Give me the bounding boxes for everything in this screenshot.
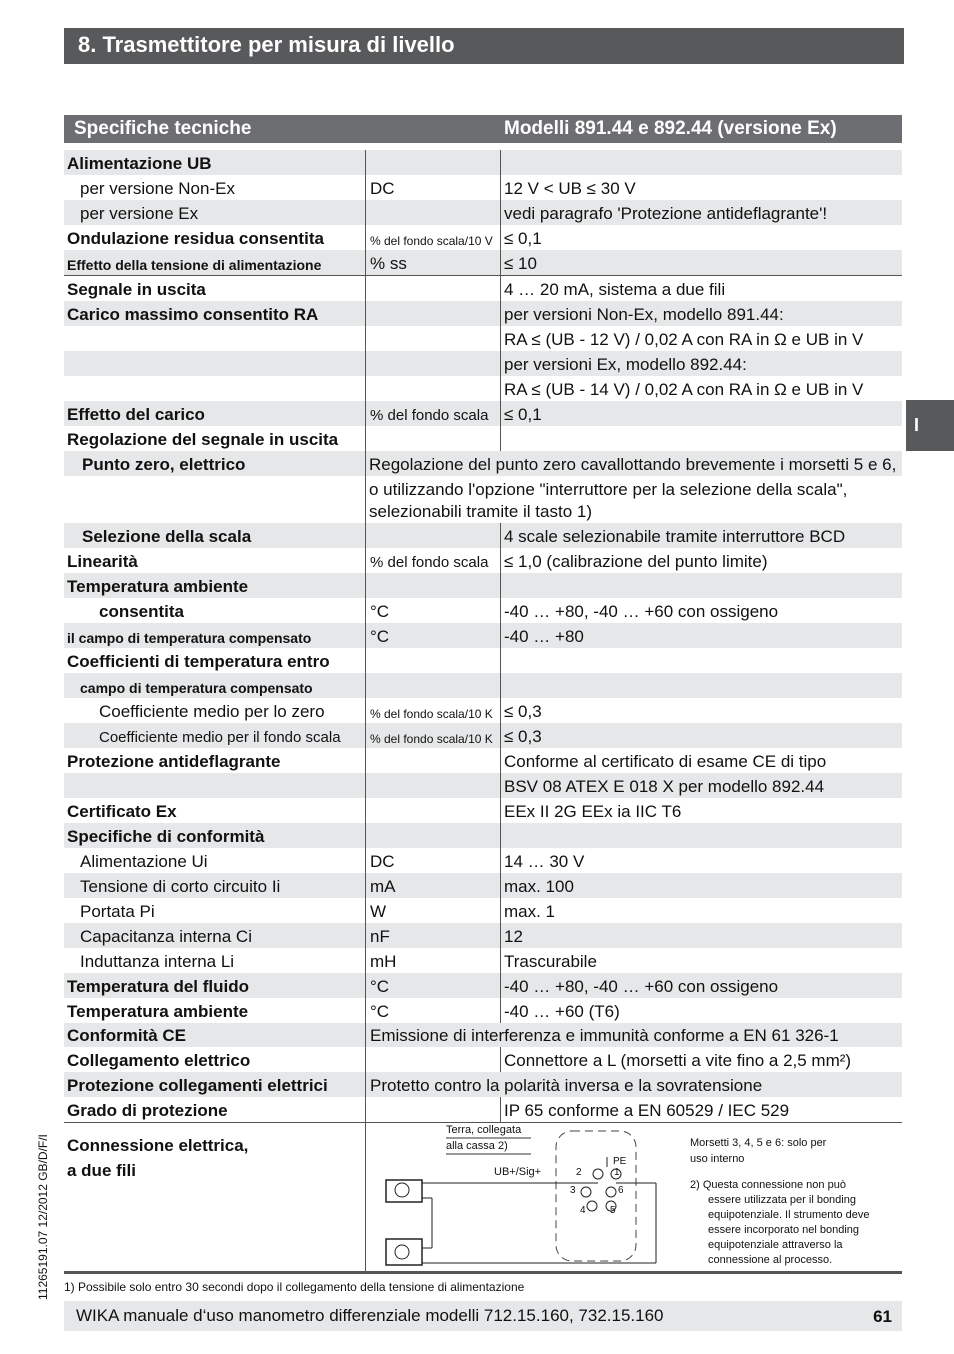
row-unit	[365, 1097, 501, 1122]
row-unit-text: nF	[370, 927, 390, 946]
row-label-text: Coefficienti di temperatura entro	[67, 652, 330, 671]
row-unit-text: DC	[370, 179, 395, 198]
row-value-text: BSV 08 ATEX E 018 X per modello 892.44	[504, 777, 825, 796]
row-unit	[365, 848, 501, 873]
row-label-text: Tensione di corto circuito Ii	[80, 877, 281, 896]
row-value	[500, 1097, 903, 1122]
table-header-right: Modelli 891.44 e 892.44 (versione Ex)	[504, 118, 837, 139]
row-label-text: Temperatura ambiente	[67, 577, 249, 596]
row-value	[500, 225, 903, 250]
row-label-text: Temperatura del fluido	[67, 977, 249, 996]
row-value	[500, 150, 903, 175]
wiring-label	[67, 1133, 248, 1183]
row-unit	[365, 548, 501, 573]
row-label	[64, 773, 365, 798]
row-label	[64, 1047, 365, 1072]
table-row	[64, 351, 902, 376]
row-value-text: IP 65 conforme a EN 60529 / IEC 529	[504, 1101, 790, 1120]
row-label	[64, 200, 365, 225]
table-row	[64, 798, 902, 823]
row-value	[500, 376, 903, 401]
note-b-line: connessione al processo.	[708, 1254, 833, 1266]
table-row	[64, 501, 902, 523]
row-unit-text: °C	[370, 1002, 390, 1021]
row-value	[500, 401, 903, 426]
row-label	[64, 998, 365, 1023]
row-span-value	[365, 451, 902, 476]
pin-6: 6	[618, 1185, 624, 1196]
row-value-text: ≤ 0,3	[504, 702, 542, 721]
page-number: 61	[873, 1307, 892, 1326]
row-value	[500, 773, 903, 798]
row-unit-text: % del fondo scala/10 K	[370, 732, 493, 746]
row-value-text: EEx II 2G EEx ia IIC T6	[504, 802, 682, 821]
row-value-text: max. 100	[504, 877, 574, 896]
table-header-left: Specifiche tecniche	[74, 118, 252, 139]
row-unit	[365, 798, 501, 823]
row-value-text: 4 scale selezionabile tramite interruttore BCD	[504, 527, 846, 546]
row-value	[500, 748, 903, 773]
row-label-text: Coefficiente medio per il fondo scala	[99, 729, 341, 746]
row-unit	[365, 426, 501, 451]
row-value	[500, 873, 903, 898]
row-label-text: Specifiche di conformità	[67, 827, 265, 846]
row-value	[500, 823, 903, 848]
row-value	[500, 798, 903, 823]
row-value	[500, 898, 903, 923]
table-row	[64, 748, 902, 774]
row-unit-text: DC	[370, 852, 395, 871]
row-unit	[365, 873, 501, 898]
row-label-text: Temperatura ambiente	[67, 1002, 249, 1021]
row-value-text: per versioni Non-Ex, modello 891.44:	[504, 305, 784, 324]
table-row	[64, 175, 902, 200]
row-label	[64, 948, 365, 973]
row-unit	[365, 225, 501, 250]
row-label	[64, 623, 365, 648]
table-row	[64, 823, 902, 848]
table-row	[64, 1072, 902, 1097]
note-b-line: equipotenziale. Il strumento deve	[708, 1209, 870, 1221]
section-header	[64, 28, 904, 64]
table-row	[64, 723, 902, 748]
row-unit-text: W	[370, 902, 387, 921]
row-label-text: Carico massimo consentito RA	[67, 305, 319, 324]
row-label	[64, 476, 365, 501]
table-row	[64, 773, 902, 798]
row-span-text: Regolazione del punto zero cavallottando brevemente i morsetti 5 e 6,	[369, 455, 897, 474]
pin-5: 5	[610, 1205, 616, 1216]
pin-3: 3	[570, 1185, 576, 1196]
table-row	[64, 848, 902, 873]
row-label	[64, 250, 365, 275]
row-value-text: 14 … 30 V	[504, 852, 585, 871]
table-row	[64, 598, 902, 623]
row-label	[64, 848, 365, 873]
row-label	[64, 548, 365, 573]
row-value	[500, 523, 903, 548]
row-value	[500, 573, 903, 598]
row-value-text: RA ≤ (UB - 14 V) / 0,02 A con RA in Ω e UB in V	[504, 380, 864, 399]
row-unit	[365, 948, 501, 973]
row-unit	[365, 648, 501, 673]
table-row	[64, 923, 902, 948]
row-unit	[365, 898, 501, 923]
note-a-2: uso interno	[690, 1153, 745, 1165]
row-value	[500, 648, 903, 673]
table-header	[64, 115, 902, 143]
note-a-1: Morsetti 3, 4, 5 e 6: solo per	[690, 1137, 827, 1149]
row-label	[64, 523, 365, 548]
note-b-line: essere incorporato nel bonding	[708, 1224, 860, 1236]
row-value-text: -40 … +80, -40 … +60 con ossigeno	[504, 602, 779, 621]
row-value	[500, 426, 903, 451]
row-unit	[365, 523, 501, 548]
row-label	[64, 426, 365, 451]
row-value-text: per versioni Ex, modello 892.44:	[504, 355, 747, 374]
row-unit	[365, 598, 501, 623]
row-label	[64, 748, 365, 773]
row-label	[64, 798, 365, 823]
table-row	[64, 1047, 902, 1072]
row-label-text: Protezione antideflagrante	[67, 752, 281, 771]
table-row	[64, 873, 902, 898]
row-label-text: Collegamento elettrico	[67, 1051, 251, 1070]
row-label	[64, 376, 365, 401]
row-label-text: Alimentazione Ui	[80, 852, 208, 871]
wiring-diagram	[365, 1123, 903, 1271]
row-value-text: ≤ 1,0 (calibrazione del punto limite)	[504, 552, 768, 571]
row-value	[500, 250, 903, 275]
row-label-text: campo di temperatura compensato	[80, 680, 313, 696]
section-title: 8. Trasmettitore per misura di livello	[78, 32, 455, 57]
table-row	[64, 1023, 902, 1047]
footer-text: WIKA manuale d‘uso manometro differenziale modelli 712.15.160, 732.15.160	[76, 1306, 664, 1325]
row-unit-text: °C	[370, 627, 390, 646]
row-label-text: Alimentazione UB	[67, 154, 212, 173]
row-unit	[365, 698, 501, 723]
row-value-text: -40 … +80	[504, 627, 584, 646]
row-value	[500, 326, 903, 351]
row-unit	[365, 673, 501, 698]
row-label-text: Linearità	[67, 552, 138, 571]
row-span-text: Protetto contro la polarità inversa e la sovratensione	[370, 1076, 763, 1095]
row-unit	[365, 401, 501, 426]
row-unit-text: % del fondo scala/10 V	[370, 234, 493, 248]
row-value	[500, 848, 903, 873]
pin-4: 4	[580, 1205, 586, 1216]
note-b-line: 2) Questa connessione non può	[690, 1179, 846, 1191]
row-label-text: Induttanza interna Li	[80, 952, 235, 971]
row-label-text: Grado di protezione	[67, 1101, 228, 1120]
row-label	[64, 873, 365, 898]
row-value	[500, 973, 903, 998]
row-label	[64, 150, 365, 175]
row-unit	[365, 623, 501, 648]
row-label-text: il campo di temperatura compensato	[67, 630, 312, 646]
page-footer	[64, 1301, 902, 1331]
row-label-text: Protezione collegamenti elettrici	[67, 1076, 328, 1095]
table-row	[64, 648, 902, 673]
row-value-text: -40 … +60 (T6)	[504, 1002, 620, 1021]
row-unit-text: °C	[370, 602, 390, 621]
row-label	[64, 898, 365, 923]
row-label	[64, 401, 365, 426]
row-unit-text: mA	[370, 877, 396, 896]
row-label	[64, 1097, 365, 1122]
row-label-text: Regolazione del segnale in uscita	[67, 430, 339, 449]
row-unit-text: °C	[370, 977, 390, 996]
table-row	[64, 548, 902, 573]
table-row	[64, 401, 902, 426]
row-value-text: 12 V < UB ≤ 30 V	[504, 179, 636, 198]
row-value	[500, 723, 903, 748]
row-value-text: max. 1	[504, 902, 556, 921]
row-label-text: Effetto della tensione di alimentazione	[67, 257, 322, 273]
row-unit	[365, 723, 501, 748]
table-row	[64, 573, 902, 598]
table-row	[64, 523, 902, 548]
table-row	[64, 200, 902, 225]
row-unit	[365, 376, 501, 401]
row-value	[500, 275, 903, 301]
row-label	[64, 673, 365, 698]
row-value	[500, 698, 903, 723]
earth-label-2: alla cassa 2)	[446, 1140, 508, 1152]
row-value-text: ≤ 0,1	[504, 229, 542, 248]
row-value	[500, 548, 903, 573]
row-unit	[365, 573, 501, 598]
row-label	[64, 923, 365, 948]
row-label	[64, 275, 365, 301]
row-unit	[365, 326, 501, 351]
row-unit	[365, 301, 501, 326]
row-label	[64, 573, 365, 598]
cell-divider	[365, 476, 366, 501]
wiring-diagram-row	[64, 1123, 902, 1274]
row-value	[500, 948, 903, 973]
wiring-schematic	[366, 1123, 686, 1271]
row-label-text: Coefficiente medio per lo zero	[99, 702, 325, 721]
note-b-line: essere utilizzata per il bonding	[708, 1194, 856, 1206]
row-label	[64, 501, 365, 523]
table-row	[64, 451, 902, 476]
row-value	[500, 673, 903, 698]
row-unit	[365, 200, 501, 225]
row-value-text: ≤ 0,1	[504, 405, 542, 424]
table-row	[64, 623, 902, 648]
table-row	[64, 326, 902, 351]
row-value	[500, 351, 903, 376]
pin-2: 2	[576, 1167, 582, 1178]
row-value	[500, 1047, 903, 1072]
row-label-text: Effetto del carico	[67, 405, 205, 424]
row-label-text: Conformità CE	[67, 1026, 186, 1045]
row-value-text: ≤ 0,3	[504, 727, 542, 746]
row-unit	[365, 923, 501, 948]
row-label	[64, 648, 365, 673]
row-label	[64, 973, 365, 998]
row-unit	[365, 1047, 501, 1072]
row-unit	[365, 823, 501, 848]
row-value	[500, 301, 903, 326]
row-value-text: vedi paragrafo 'Protezione antideflagrante'!	[504, 204, 828, 223]
table-row	[64, 998, 902, 1023]
row-span-value	[365, 501, 902, 523]
row-label-text: Segnale in uscita	[67, 280, 206, 299]
footnote: 1) Possibile solo entro 30 secondi dopo il collegamento della tensione di alimentazione	[64, 1280, 525, 1294]
row-span-value	[365, 476, 902, 501]
row-value-text: Trascurabile	[504, 952, 597, 971]
row-value-text: Connettore a L (morsetti a vite fino a 2,5 mm²)	[504, 1051, 852, 1070]
row-label-text: Certificato Ex	[67, 802, 177, 821]
cell-divider	[365, 501, 366, 523]
document-code: 11265191.07 12/2012 GB/D/F/I	[36, 1134, 50, 1300]
cell-divider	[365, 451, 366, 476]
language-tab-label: I	[914, 415, 920, 435]
row-unit-text: % del fondo scala	[370, 407, 489, 424]
row-label-text: Portata Pi	[80, 902, 155, 921]
row-span-text: Emissione di interferenza e immunità conforme a EN 61 326-1	[370, 1026, 839, 1045]
row-unit-text: mH	[370, 952, 397, 971]
row-label-text: consentita	[99, 602, 185, 621]
row-unit	[365, 175, 501, 200]
row-value	[500, 598, 903, 623]
table-row	[64, 225, 902, 250]
row-label-text: Ondulazione residua consentita	[67, 229, 324, 248]
row-label-text: Capacitanza interna Ci	[80, 927, 252, 946]
row-unit-text: % del fondo scala/10 K	[370, 707, 493, 721]
row-label	[64, 1023, 365, 1047]
row-unit	[365, 973, 501, 998]
wiring-label-line1: Connessione elettrica,	[67, 1136, 249, 1155]
table-row	[64, 476, 902, 501]
row-value-text: Conforme al certificato di esame CE di tipo	[504, 752, 827, 771]
table-row	[64, 301, 902, 326]
row-unit	[365, 748, 501, 773]
row-label	[64, 351, 365, 376]
row-unit	[365, 998, 501, 1023]
ub-label: UB+/Sig+	[494, 1166, 542, 1178]
row-span-text: o utilizzando l'opzione "interruttore per la selezione della scala",	[369, 480, 848, 499]
table-row	[64, 698, 902, 723]
pin-1: 1	[614, 1167, 620, 1178]
table-row	[64, 673, 902, 698]
row-label	[64, 1072, 365, 1097]
table-row	[64, 250, 902, 276]
row-label-text: Punto zero, elettrico	[82, 455, 246, 474]
table-row	[64, 150, 902, 175]
row-value	[500, 200, 903, 225]
row-value-text: RA ≤ (UB - 12 V) / 0,02 A con RA in Ω e UB in V	[504, 330, 864, 349]
row-label	[64, 175, 365, 200]
row-value-text: -40 … +80, -40 … +60 con ossigeno	[504, 977, 779, 996]
table-row	[64, 973, 902, 998]
row-value-text: 12	[504, 927, 523, 946]
note-b-line: equipotenziale attraverso la	[708, 1239, 843, 1251]
table-row	[64, 898, 902, 923]
row-unit	[365, 250, 501, 275]
wiring-label-line2: a due fili	[67, 1161, 136, 1180]
row-value-text: ≤ 10	[504, 254, 537, 273]
table-row	[64, 275, 902, 301]
table-row	[64, 376, 902, 401]
row-label-text: per versione Non-Ex	[80, 179, 235, 198]
row-value	[500, 623, 903, 648]
row-label	[64, 823, 365, 848]
row-span-value	[365, 1023, 903, 1047]
row-label	[64, 598, 365, 623]
earth-label-1: Terra, collegata	[446, 1124, 522, 1136]
row-value	[500, 923, 903, 948]
row-unit-text: % del fondo scala	[370, 554, 489, 571]
row-value	[500, 175, 903, 200]
pe-label: PE	[613, 1156, 627, 1167]
row-label	[64, 698, 365, 723]
row-value-text: 4 … 20 mA, sistema a due fili	[504, 280, 726, 299]
row-label	[64, 301, 365, 326]
row-label	[64, 451, 365, 476]
row-label	[64, 326, 365, 351]
row-label	[64, 225, 365, 250]
row-label-text: Selezione della scala	[82, 527, 252, 546]
row-unit	[365, 275, 501, 301]
table-row	[64, 1097, 902, 1123]
row-unit-text: % ss	[370, 254, 407, 273]
note-b	[690, 1178, 869, 1268]
row-unit	[365, 150, 501, 175]
row-unit	[365, 351, 501, 376]
table-row	[64, 426, 902, 451]
table-row	[64, 948, 902, 973]
row-label-text: per versione Ex	[80, 204, 199, 223]
row-unit	[365, 773, 501, 798]
row-label	[64, 723, 365, 748]
language-tab	[906, 400, 954, 451]
row-span-text: selezionabili tramite il tasto 1)	[369, 502, 592, 521]
row-span-value	[365, 1072, 903, 1097]
row-value	[500, 998, 903, 1023]
